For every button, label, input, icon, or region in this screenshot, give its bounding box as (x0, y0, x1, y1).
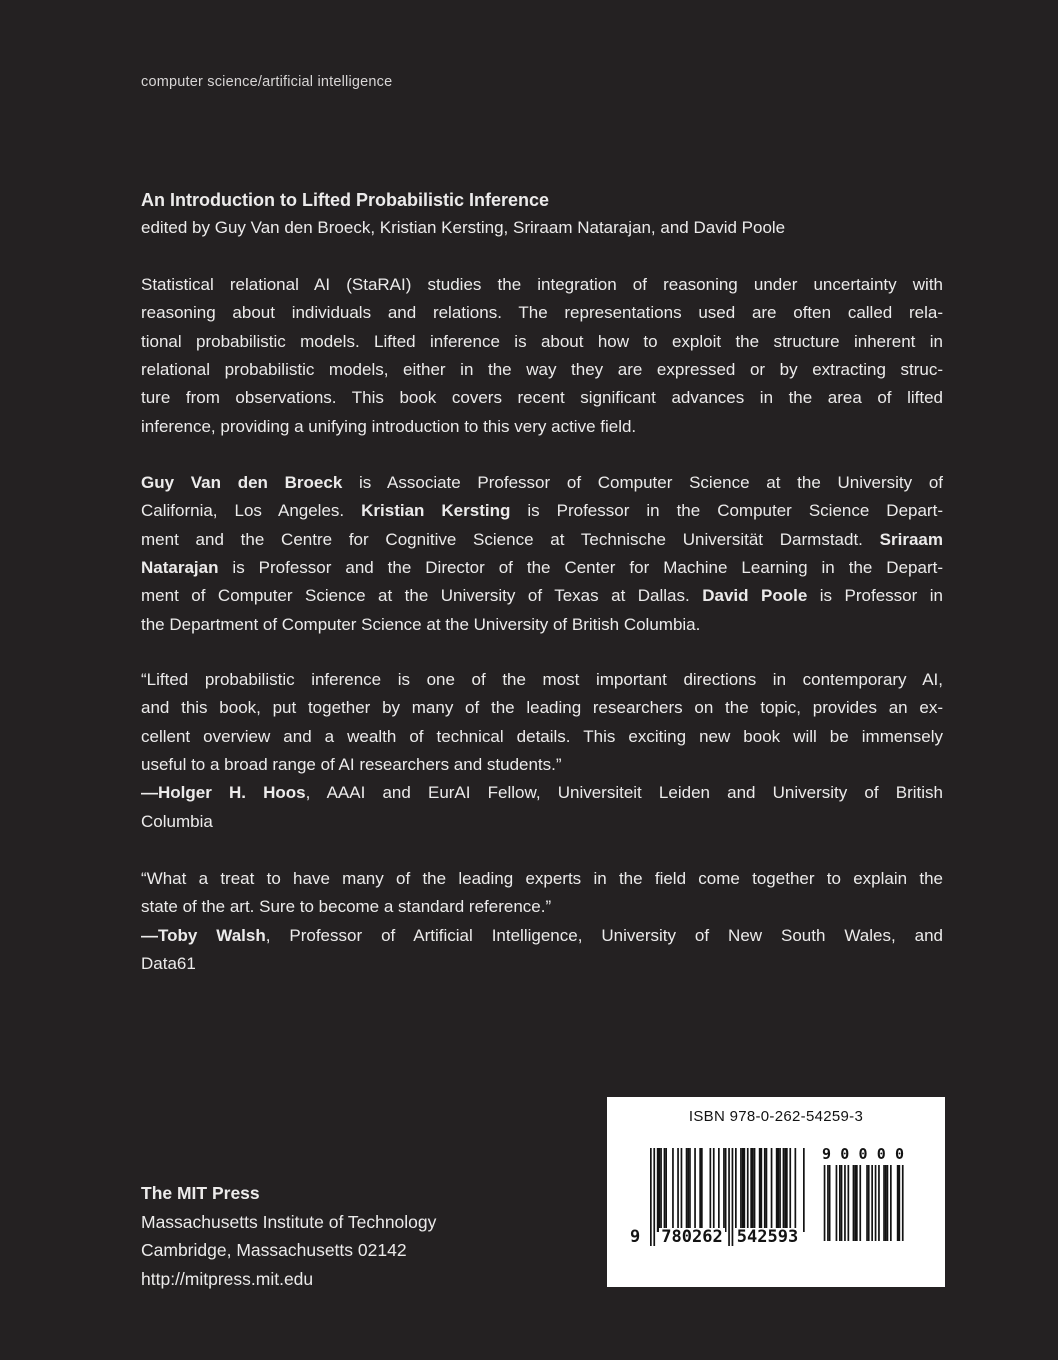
text-line: “Lifted probabilistic inference is one of the most important directions in contemporary AI, (141, 670, 943, 689)
text-line: useful to a broad range of AI researchers and students.” (141, 755, 562, 775)
text-line: Statistical relational AI (StaRAI) studies the integration of reasoning under uncertainty with (141, 275, 943, 294)
text-line: Data61 (141, 954, 196, 974)
barcode-digits-left: 780262 (659, 1228, 725, 1246)
barcode-supplement-digits: 9 0 0 0 0 (822, 1145, 904, 1163)
publisher-institute: Massachusetts Institute of Technology (141, 1211, 437, 1232)
text-line: inference, providing a unifying introduction to this very active field. (141, 416, 637, 436)
barcode-digit-lead: 9 (630, 1227, 641, 1247)
title-block (141, 186, 953, 243)
description-paragraph (141, 271, 943, 441)
book-title: An Introduction to Lifted Probabilistic Inference (141, 190, 550, 210)
text-line: ment and the Centre for Cognitive Science at Technische Universität Darmstadt. Sriraam (141, 529, 943, 549)
category-label: computer science/artificial intelligence (141, 74, 393, 90)
text-line: state of the art. Sure to become a standard reference.” (141, 897, 552, 917)
text-line: relational probabilistic models, either in the way they are expressed or by extracting struc- (141, 360, 943, 380)
barcode-digits-right: 542593 (734, 1228, 801, 1246)
ean5-supplement-barcode (822, 1165, 904, 1241)
text-line: reasoning about individuals and relations. The representations used are often called rela- (141, 303, 943, 323)
publisher-block (141, 1179, 436, 1293)
isbn-barcode-panel (607, 1097, 945, 1287)
isbn-label: ISBN 978-0-262-54259-3 (688, 1108, 864, 1125)
text-line: Natarajan is Professor and the Director of the Center for Machine Learning in the Depart- (141, 558, 943, 578)
text-line: ment of Computer Science at the University of Texas at Dallas. David Poole is Professor in (141, 586, 943, 606)
endorsement-hoos (141, 666, 943, 836)
text-line: —Toby Walsh, Professor of Artificial Intelligence, University of New South Wales, and (141, 925, 943, 945)
text-line: cellent overview and a wealth of technical details. This exciting new book will be immensely (141, 726, 943, 746)
text-line: the Department of Computer Science at the University of British Columbia. (141, 614, 701, 634)
text-line: tional probabilistic models. Lifted inference is about how to exploit the structure inherent in (141, 331, 943, 351)
publisher-name: The MIT Press (141, 1183, 260, 1203)
text-line: California, Los Angeles. Kristian Kersting is Professor in the Computer Science Depart- (141, 501, 943, 521)
text-line: “What a treat to have many of the leading experts in the field come together to explain the (141, 869, 943, 888)
text-line: Guy Van den Broeck is Associate Professor of Computer Science at the University of (141, 473, 943, 492)
text-line: ture from observations. This book covers recent significant advances in the area of lifted (141, 388, 943, 408)
text-line: and this book, put together by many of the leading researchers on the topic, provides an ex- (141, 698, 943, 718)
text-line: Columbia (141, 811, 213, 831)
editors-byline: edited by Guy Van den Broeck, Kristian Kersting, Sriraam Natarajan, and David Poole (141, 218, 786, 238)
publisher-url: http://mitpress.mit.edu (141, 1268, 314, 1289)
publisher-city: Cambridge, Massachusetts 02142 (141, 1240, 407, 1261)
endorsement-walsh (141, 865, 943, 978)
text-line: —Holger H. Hoos, AAAI and EurAI Fellow, Universiteit Leiden and University of British (141, 783, 943, 803)
contributors-paragraph (141, 469, 943, 639)
